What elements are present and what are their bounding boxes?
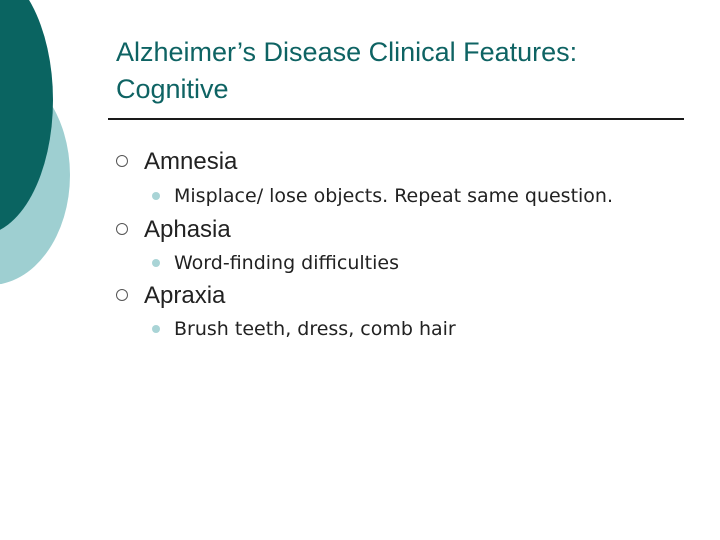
hollow-circle-bullet-icon: [116, 223, 128, 235]
hollow-circle-bullet-icon: [116, 155, 128, 167]
dot-bullet-icon: [152, 259, 160, 267]
bullet-text: Apraxia: [144, 282, 226, 309]
sub-bullet-text: Brush teeth, dress, comb hair: [174, 318, 456, 340]
bullet-text: Aphasia: [144, 216, 231, 243]
dot-bullet-icon: [152, 325, 160, 333]
sub-bullet-text: Misplace/ lose objects. Repeat same question.: [174, 185, 614, 207]
bullet-text: Amnesia: [144, 148, 238, 175]
dot-bullet-icon: [152, 192, 160, 200]
sub-bullet-text: Word-finding difficulties: [174, 252, 399, 274]
slide-title: Alzheimer’s Disease Clinical Features: Cognitive: [116, 37, 578, 104]
hollow-circle-bullet-icon: [116, 289, 128, 301]
